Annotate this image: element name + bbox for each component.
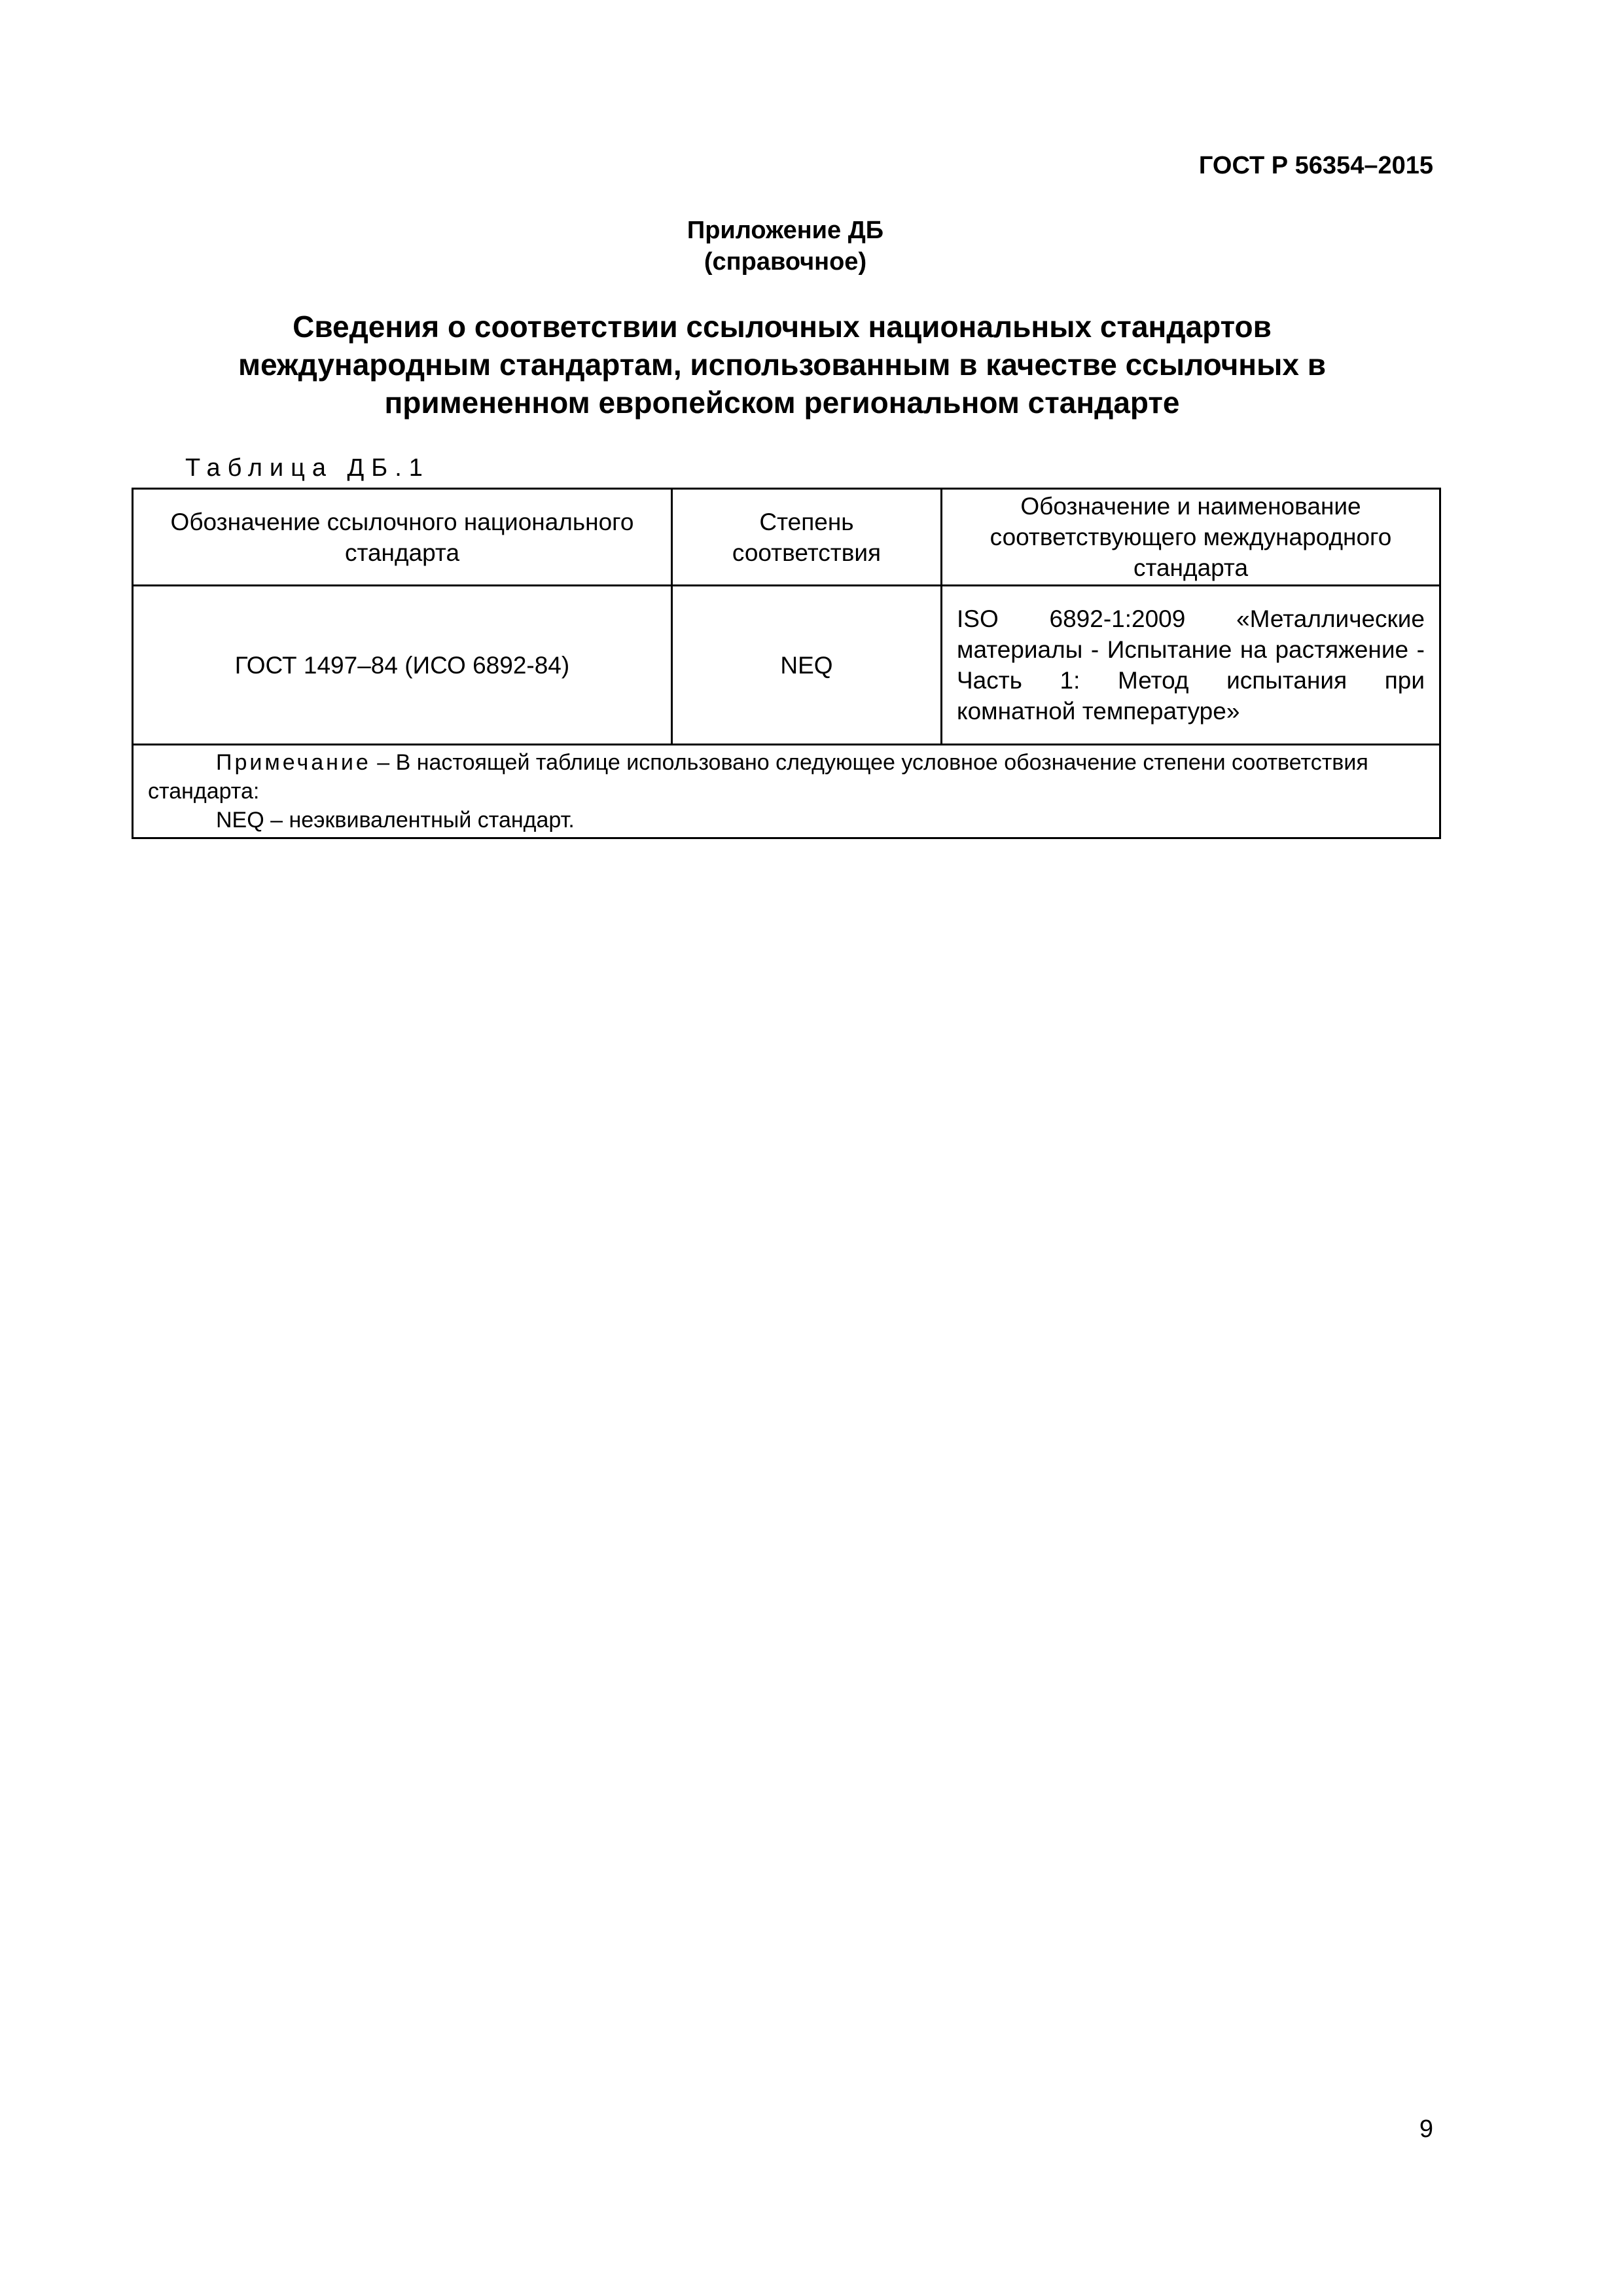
note-text: В настоящей таблице использовано следующее условное обозначение степени соответствия стандарта:: [148, 750, 1368, 804]
header-degree: Степень соответствия: [672, 489, 942, 586]
note-legend: NEQ – неэквивалентный стандарт.: [216, 808, 575, 833]
table-row: [133, 586, 1440, 745]
appendix-heading: [0, 215, 1571, 278]
section-title-line-1: Сведения о соответствии ссылочных национальных стандартов: [293, 310, 1272, 344]
page-number: 9: [1419, 2115, 1433, 2143]
note-label: Примечание: [216, 750, 371, 775]
table-caption: Таблица ДБ.1: [185, 454, 430, 482]
cell-international-standard: ISO 6892-1:2009 «Металлические материалы - Испытание на растяжение - Часть 1: Метод испытания при комнатной температуре»: [942, 586, 1440, 745]
cell-degree: NEQ: [672, 586, 942, 745]
appendix-title: Приложение ДБ: [687, 217, 884, 244]
section-title: [131, 308, 1433, 422]
header-national-standard: Обозначение ссылочного национального стандарта: [133, 489, 672, 586]
section-title-line-3: примененном европейском региональном стандарте: [384, 386, 1180, 420]
appendix-subtitle: (справочное): [704, 248, 867, 276]
cell-national-standard: ГОСТ 1497–84 (ИСО 6892-84): [133, 586, 672, 745]
table-header-row: [133, 489, 1440, 586]
table-note: [133, 745, 1440, 838]
section-title-line-2: международным стандартам, использованным в качестве ссылочных в: [238, 348, 1327, 382]
correspondence-table: [132, 488, 1441, 839]
header-international-standard: Обозначение и наименование соответствующего международного стандарта: [942, 489, 1440, 586]
document-code: ГОСТ Р 56354–2015: [1198, 152, 1433, 179]
table-note-row: [133, 745, 1440, 838]
note-dash: –: [377, 750, 390, 775]
